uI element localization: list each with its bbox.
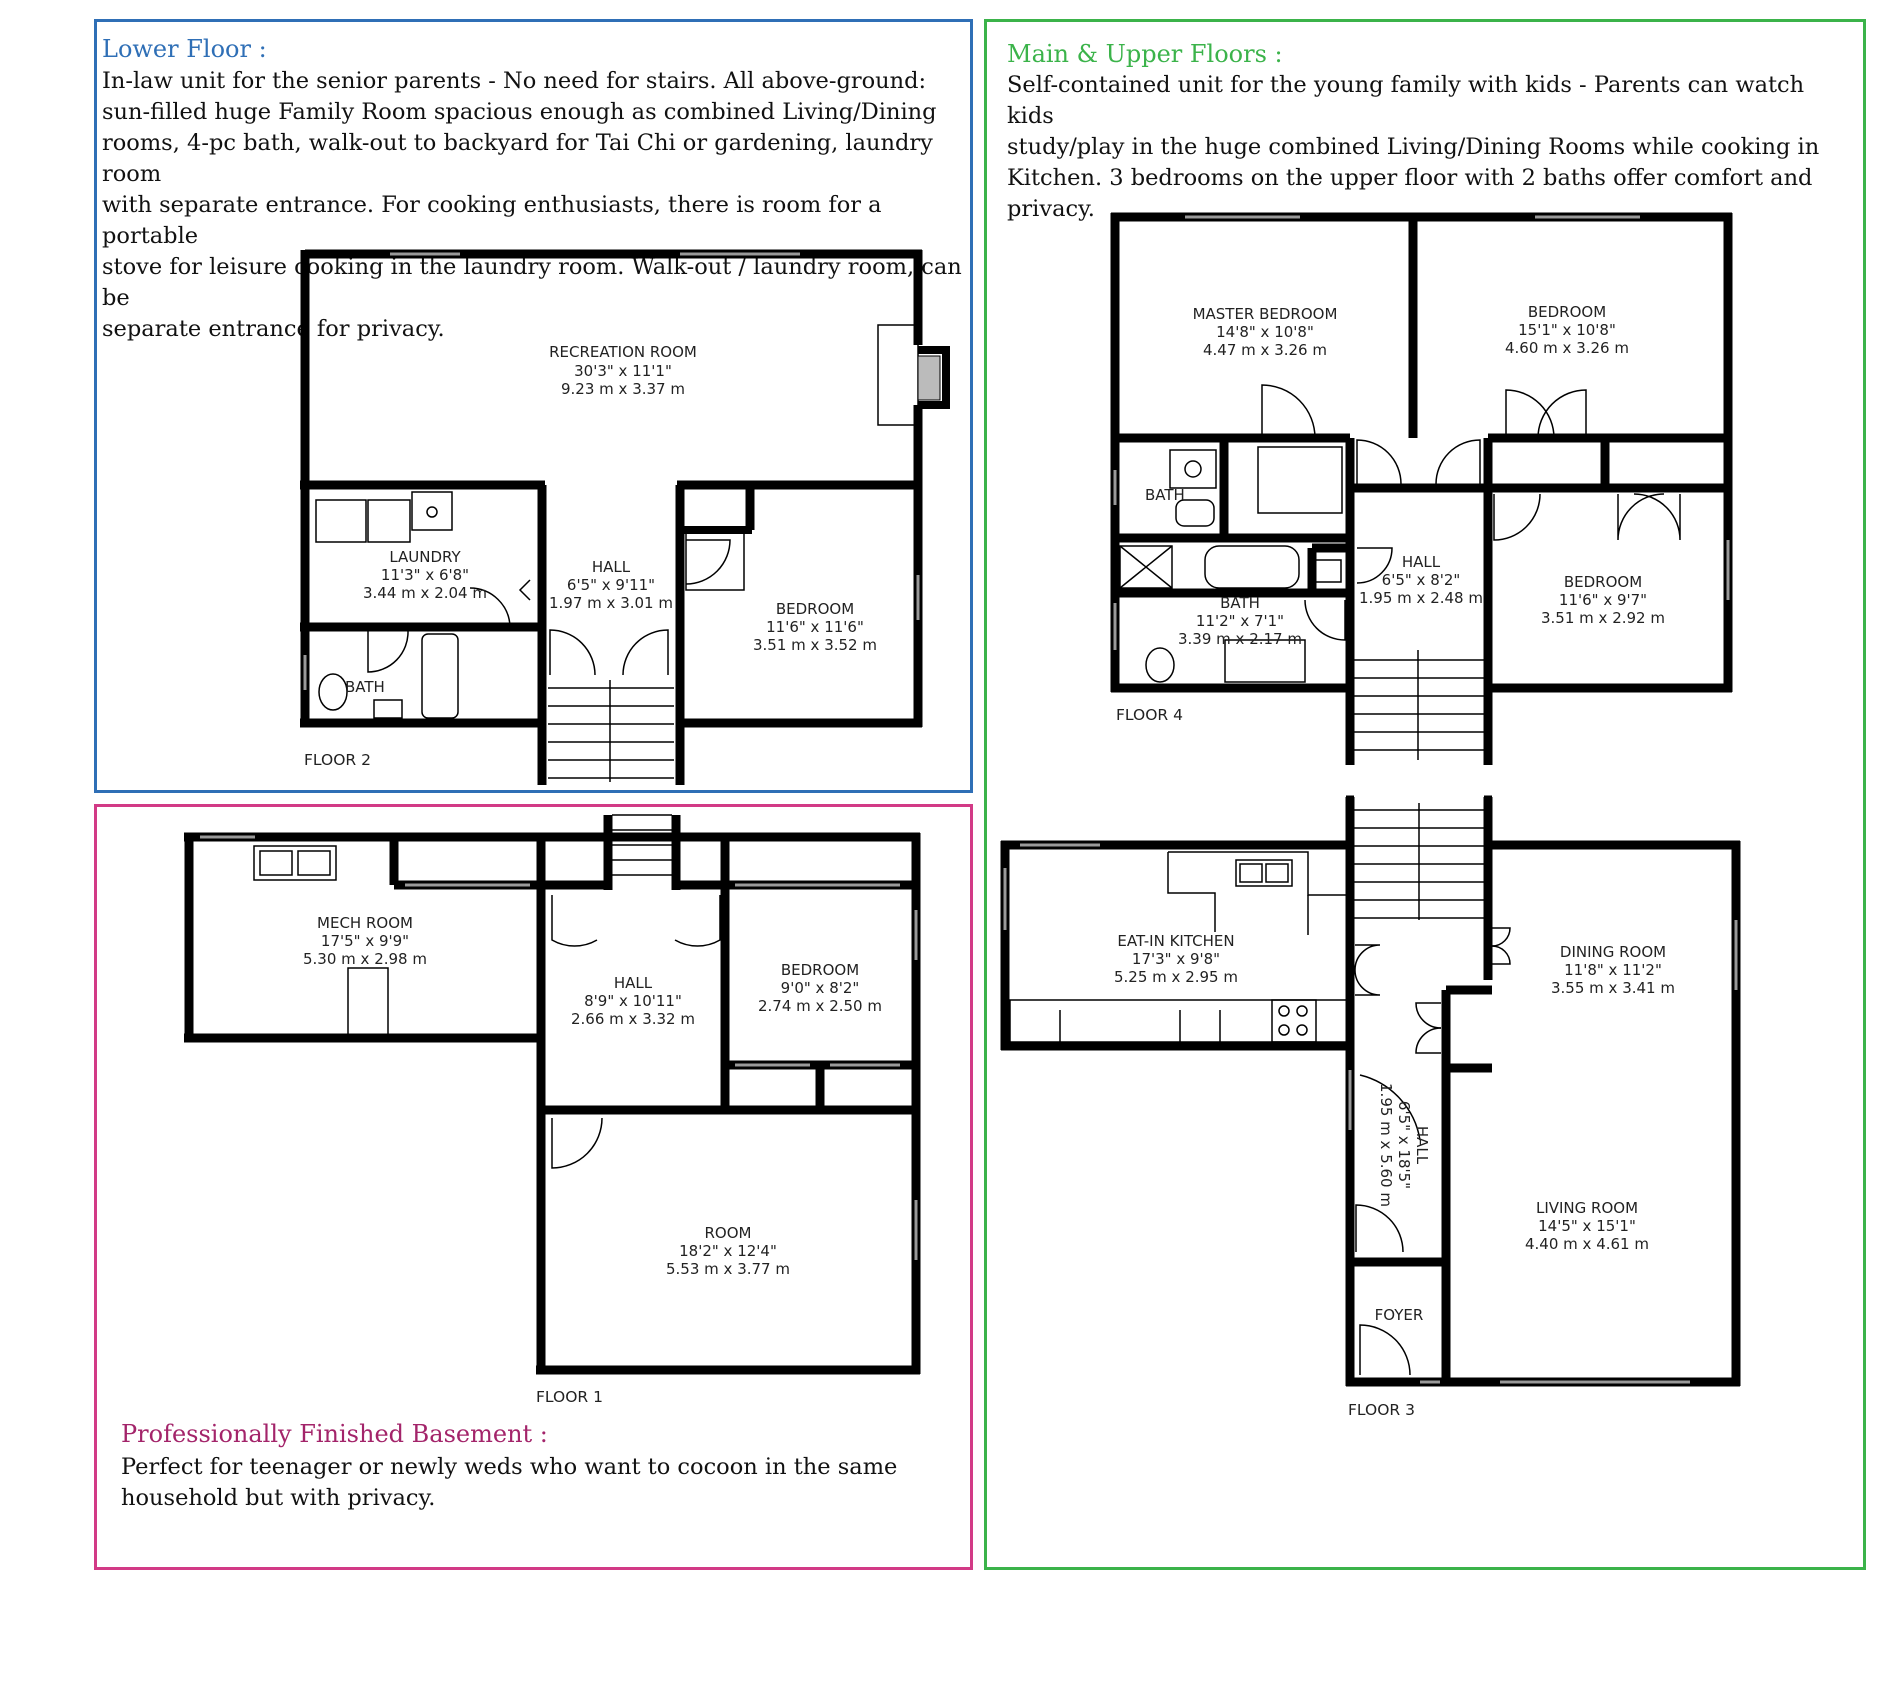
lower-floor-line: separate entrance for privacy. — [102, 316, 445, 342]
floor2-bedroom-imperial: 11'6" x 11'6" — [766, 618, 864, 636]
floor2-bedroom-metric: 3.51 m x 3.52 m — [753, 636, 877, 654]
floor1-doors — [552, 895, 720, 1168]
lower-floor-line: sun-filled huge Family Room spacious enough as combined Living/Dining — [102, 99, 937, 125]
floor1-plan — [184, 815, 920, 1374]
floor4-bath-large-metric: 3.39 m x 2.17 m — [1178, 630, 1302, 648]
floor1-room-imperial: 18'2" x 12'4" — [679, 1242, 777, 1260]
floor1-mech-metric: 5.30 m x 2.98 m — [303, 950, 427, 968]
floor3-hall-imperial: 6'5" x 18'5" — [1395, 1100, 1413, 1190]
lower-floor-title: Lower Floor : — [102, 35, 267, 63]
floor4-bedroom-a-imperial: 15'1" x 10'8" — [1518, 321, 1616, 339]
basement-line: Perfect for teenager or newly weds who want to cocoon in the same — [121, 1454, 898, 1480]
floor4-bedroom-b-imperial: 11'6" x 9'7" — [1558, 591, 1648, 609]
floor2-laundry-metric: 3.44 m x 2.04 m — [363, 584, 487, 602]
main-upper-floors-title: Main & Upper Floors : — [1007, 40, 1283, 68]
floor3-dining-name: DINING ROOM — [1559, 943, 1667, 961]
floor3-hall-name: HALL — [1413, 1125, 1431, 1165]
floor1-mech-imperial: 17'5" x 9'9" — [320, 932, 410, 950]
floor3-living-name: LIVING ROOM — [1535, 1199, 1639, 1217]
floor2-bath-name: BATH — [345, 678, 385, 696]
floor4-master-name: MASTER BEDROOM — [1192, 305, 1338, 323]
floor3-kitchen-metric: 5.25 m x 2.95 m — [1114, 968, 1238, 986]
floor2-laundry-name: LAUNDRY — [389, 548, 461, 566]
floor2-walls — [300, 250, 922, 785]
floor2-label: FLOOR 2 — [304, 751, 371, 769]
floor4-bedroom-b-metric: 3.51 m x 2.92 m — [1541, 609, 1665, 627]
floor4-bedroom-b-name: BEDROOM — [1563, 573, 1643, 591]
main-upper-line: privacy. — [1007, 196, 1095, 222]
floor4-bedroom-a-metric: 4.60 m x 3.26 m — [1505, 339, 1629, 357]
floor4-hall-metric: 1.95 m x 2.48 m — [1359, 589, 1483, 607]
floor4-bath-small-name: BATH — [1145, 486, 1185, 504]
floor4-plan — [1111, 213, 1732, 765]
lower-floor-line: stove for leisure cooking in the laundry room. Walk-out / laundry room, can be — [102, 254, 962, 311]
floor2-bath-fixtures — [319, 634, 458, 718]
floor2-hall-imperial: 6'5" x 9'11" — [566, 576, 656, 594]
floor1-mech-name: MECH ROOM — [317, 914, 413, 932]
floor4-master-metric: 4.47 m x 3.26 m — [1203, 341, 1327, 359]
lower-floor-line: with separate entrance. For cooking enthusiasts, there is room for a portable — [102, 192, 882, 249]
floor2-hall-metric: 1.97 m x 3.01 m — [549, 594, 673, 612]
floor4-bath-large-name: BATH — [1220, 594, 1260, 612]
lower-floor-line: rooms, 4-pc bath, walk-out to backyard for Tai Chi or gardening, laundry room — [102, 130, 933, 187]
floor4-label: FLOOR 4 — [1116, 706, 1183, 724]
floor4-bath-large-imperial: 11'2" x 7'1" — [1195, 612, 1285, 630]
floor3-hall-label — [1377, 1083, 1431, 1207]
floor2-bedroom-name: BEDROOM — [775, 600, 855, 618]
floor4-walls — [1111, 213, 1732, 765]
floor2-hall-name: HALL — [591, 558, 631, 576]
floor2-laundry-fixtures — [316, 492, 452, 542]
floor1-hall-name: HALL — [613, 974, 653, 992]
floor1-label: FLOOR 1 — [536, 1388, 603, 1406]
lower-floor-line: In-law unit for the senior parents - No need for stairs. All above-ground: — [102, 68, 927, 94]
floor4-master-imperial: 14'8" x 10'8" — [1216, 323, 1314, 341]
floor3-kitchen-imperial: 17'3" x 9'8" — [1131, 950, 1221, 968]
floor1-bedroom-metric: 2.74 m x 2.50 m — [758, 997, 882, 1015]
floor2-recreation-metric: 9.23 m x 3.37 m — [561, 380, 685, 398]
floor1-hall-imperial: 8'9" x 10'11" — [584, 992, 682, 1010]
basement-line: household but with privacy. — [121, 1485, 436, 1511]
floor3-stairs — [1354, 803, 1484, 920]
floor3-label: FLOOR 3 — [1348, 1401, 1415, 1419]
main-upper-line: study/play in the huge combined Living/Dining Rooms while cooking in — [1007, 134, 1820, 160]
basement-title: Professionally Finished Basement : — [121, 1420, 548, 1448]
floor1-bedroom-name: BEDROOM — [780, 961, 860, 979]
floor2-recreation-name: RECREATION ROOM — [549, 343, 697, 361]
floor3-living-imperial: 14'5" x 15'1" — [1538, 1217, 1636, 1235]
floor3-foyer-name: FOYER — [1374, 1306, 1424, 1324]
floor3-dining-imperial: 11'8" x 11'2" — [1564, 961, 1662, 979]
floor3-kitchen-name: EAT-IN KITCHEN — [1117, 932, 1235, 950]
floor4-hall-name: HALL — [1401, 553, 1441, 571]
floor1-hall-metric: 2.66 m x 3.32 m — [571, 1010, 695, 1028]
floor2-laundry-imperial: 11'3" x 6'8" — [380, 566, 470, 584]
floor1-room-name: ROOM — [704, 1224, 752, 1242]
floor1-stairs — [612, 815, 672, 875]
floor3-plan — [1001, 797, 1740, 1386]
main-upper-line: Kitchen. 3 bedrooms on the upper floor with 2 baths offer comfort and — [1007, 165, 1813, 191]
main-upper-line: Self-contained unit for the young family with kids - Parents can watch kids — [1007, 72, 1805, 129]
floor4-hall-imperial: 6'5" x 8'2" — [1381, 571, 1461, 589]
floor2-recreation-imperial: 30'3" x 11'1" — [574, 362, 672, 380]
floor2-stairs — [548, 680, 674, 782]
floor1-room-metric: 5.53 m x 3.77 m — [666, 1260, 790, 1278]
floor3-living-metric: 4.40 m x 4.61 m — [1525, 1235, 1649, 1253]
floor4-bedroom-a-name: BEDROOM — [1527, 303, 1607, 321]
floor1-bedroom-imperial: 9'0" x 8'2" — [780, 979, 860, 997]
floor4-stairs — [1354, 650, 1484, 760]
floor2-plan — [300, 250, 946, 785]
floor3-walls — [1001, 797, 1740, 1386]
floor3-dining-metric: 3.55 m x 3.41 m — [1551, 979, 1675, 997]
floor3-hall-metric: 1.95 m x 5.60 m — [1377, 1083, 1395, 1207]
